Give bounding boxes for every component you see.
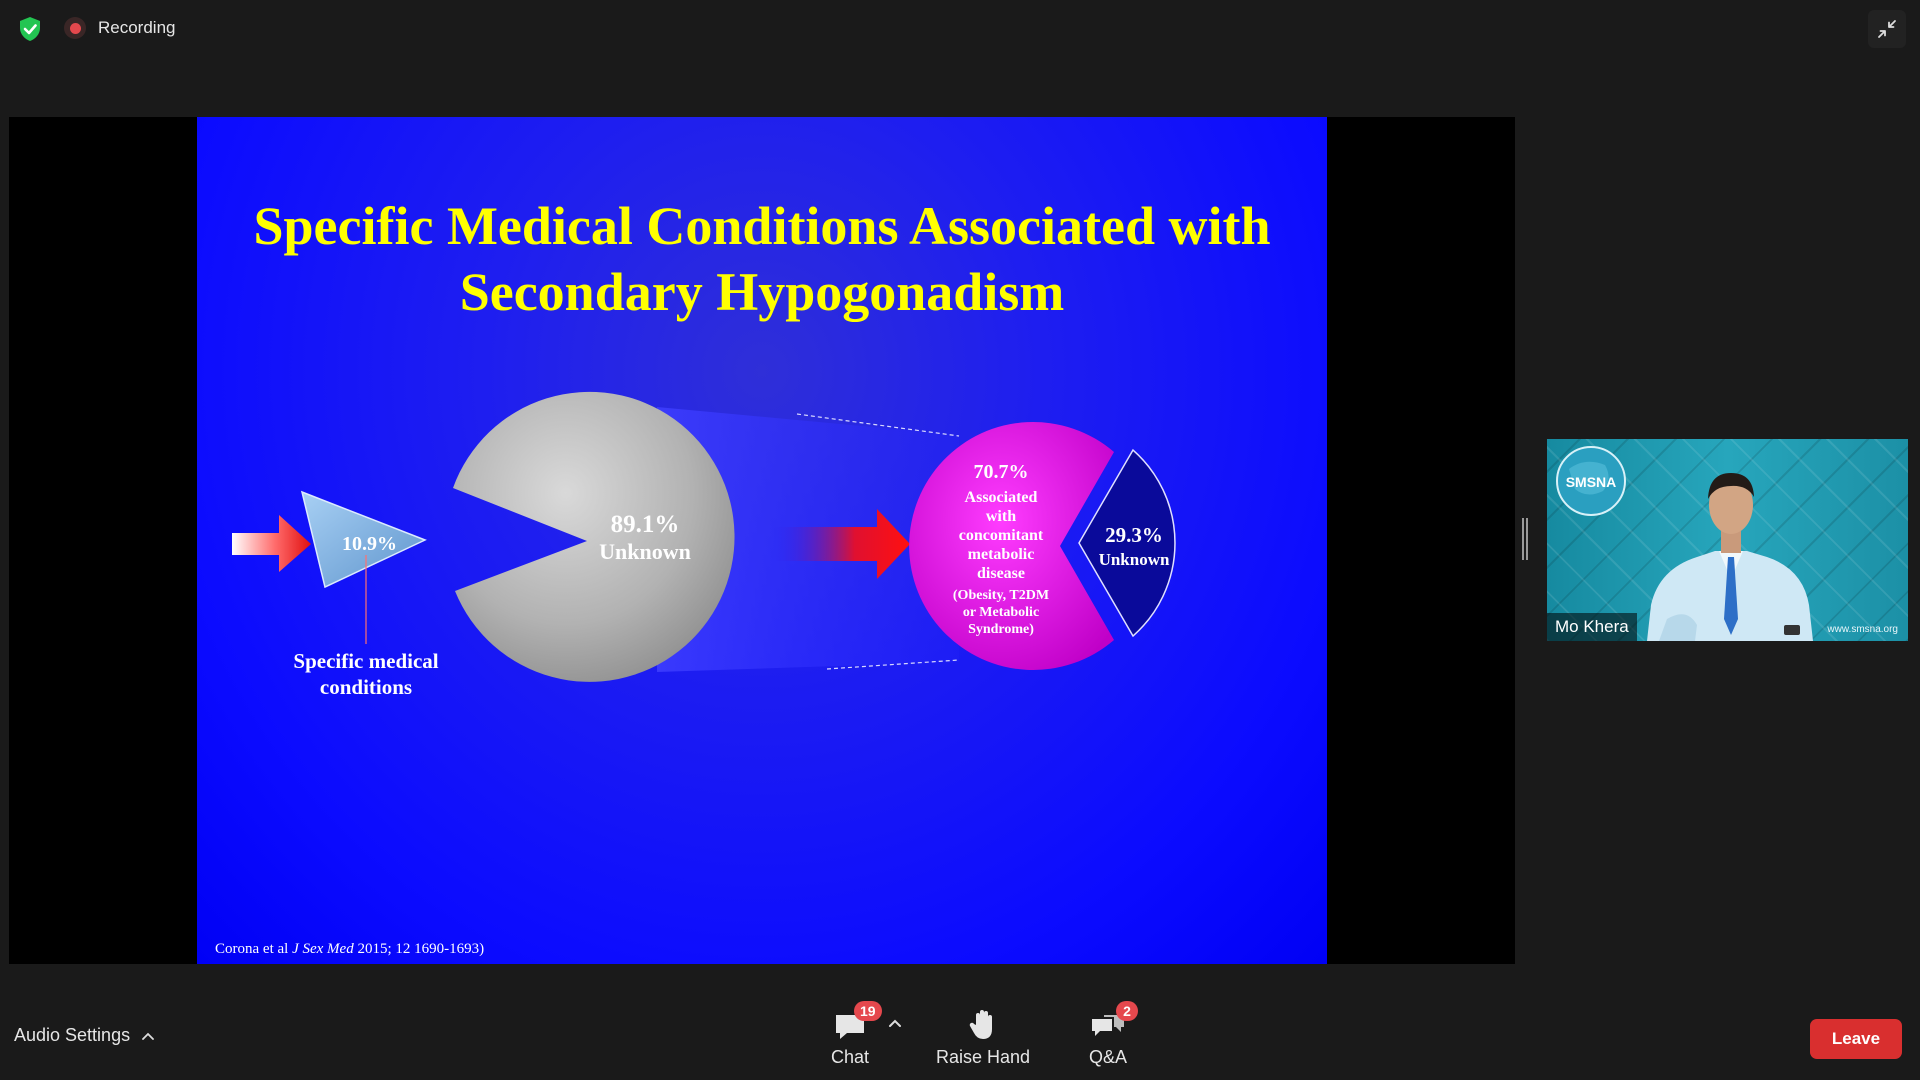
big-pie-unknown — [453, 392, 735, 682]
chat-unread-badge: 19 — [854, 1001, 882, 1021]
citation-details: 2015; 12 1690-1693) — [353, 941, 485, 957]
presentation-slide — [197, 117, 1327, 964]
right-pie-assoc-line: disease — [977, 565, 1025, 582]
participant-background-url: www.smsna.org — [1827, 624, 1898, 635]
right-pie-assoc-line: metabolic — [967, 546, 1035, 563]
participant-video — [1547, 439, 1908, 641]
right-pie-unknown-label: Unknown — [1098, 550, 1170, 569]
top-bar — [0, 0, 1920, 58]
small-pie-percent: 10.9% — [342, 533, 397, 555]
right-pie-assoc-line: Associated — [964, 489, 1038, 506]
big-pie-percent: 89.1% — [610, 511, 680, 538]
audio-settings-label: Audio Settings — [14, 1025, 131, 1045]
meeting-toolbar — [0, 985, 1920, 1080]
participant-name: Mo Khera — [1547, 613, 1637, 641]
small-pie-caption-line-2: conditions — [319, 675, 413, 699]
small-pie-caption-line-1: Specific medical — [293, 649, 439, 673]
right-pie-assoc-line: with — [985, 508, 1017, 525]
raise-hand-button[interactable] — [933, 1005, 1033, 1075]
chat-label: Chat — [830, 1047, 870, 1067]
smsna-logo-text: SMSNA — [1565, 474, 1617, 490]
chevron-up-icon — [142, 1032, 154, 1040]
leave-button[interactable]: Leave — [1810, 1019, 1902, 1059]
slide-title-line-1: Specific Medical Conditions Associated with — [253, 196, 1271, 256]
recording-label: Recording — [98, 18, 176, 37]
slide-citation — [215, 941, 484, 958]
right-pie-assoc-line: or Metabolic — [962, 605, 1040, 620]
right-pie-assoc-line: concomitant — [958, 527, 1044, 544]
presenter-figure — [1647, 473, 1813, 641]
audio-settings-button[interactable] — [14, 1025, 154, 1046]
slide-title-line-2: Secondary Hypogonadism — [459, 262, 1065, 322]
raise-hand-icon-wrap — [953, 1005, 1013, 1041]
left-arrow — [232, 515, 311, 572]
citation-journal: J Sex Med — [292, 941, 354, 957]
right-pie-unknown-percent: 29.3% — [1105, 523, 1163, 547]
chat-options-chevron[interactable] — [888, 1015, 908, 1035]
right-pie-assoc-line: (Obesity, T2DM — [952, 588, 1050, 603]
recording-indicator[interactable] — [64, 17, 176, 39]
qa-label: Q&A — [1088, 1047, 1127, 1067]
right-pie-assoc-percent: 70.7% — [973, 461, 1029, 483]
exit-fullscreen-button[interactable] — [1868, 10, 1906, 48]
citation-authors: Corona et al — [215, 941, 293, 957]
chat-icon-wrap — [820, 1005, 880, 1041]
security-shield-icon[interactable] — [18, 16, 42, 42]
raise-hand-icon — [969, 1009, 997, 1041]
slide-diagram — [197, 117, 1327, 964]
collapse-arrows-icon — [1877, 19, 1897, 39]
right-pie-assoc-line: Syndrome) — [968, 622, 1034, 637]
panel-resize-handle[interactable] — [1522, 518, 1528, 560]
qa-icon-wrap — [1078, 1005, 1138, 1041]
raise-hand-label: Raise Hand — [935, 1047, 1031, 1067]
qa-button[interactable] — [1058, 1005, 1158, 1075]
chevron-up-icon — [888, 1018, 902, 1028]
participant-video-tile[interactable] — [1547, 439, 1908, 641]
chat-button[interactable] — [800, 1005, 900, 1075]
qa-unread-badge: 2 — [1116, 1001, 1138, 1021]
shared-screen — [9, 117, 1515, 964]
big-pie-label: Unknown — [599, 539, 691, 564]
recording-dot-icon — [64, 17, 86, 39]
